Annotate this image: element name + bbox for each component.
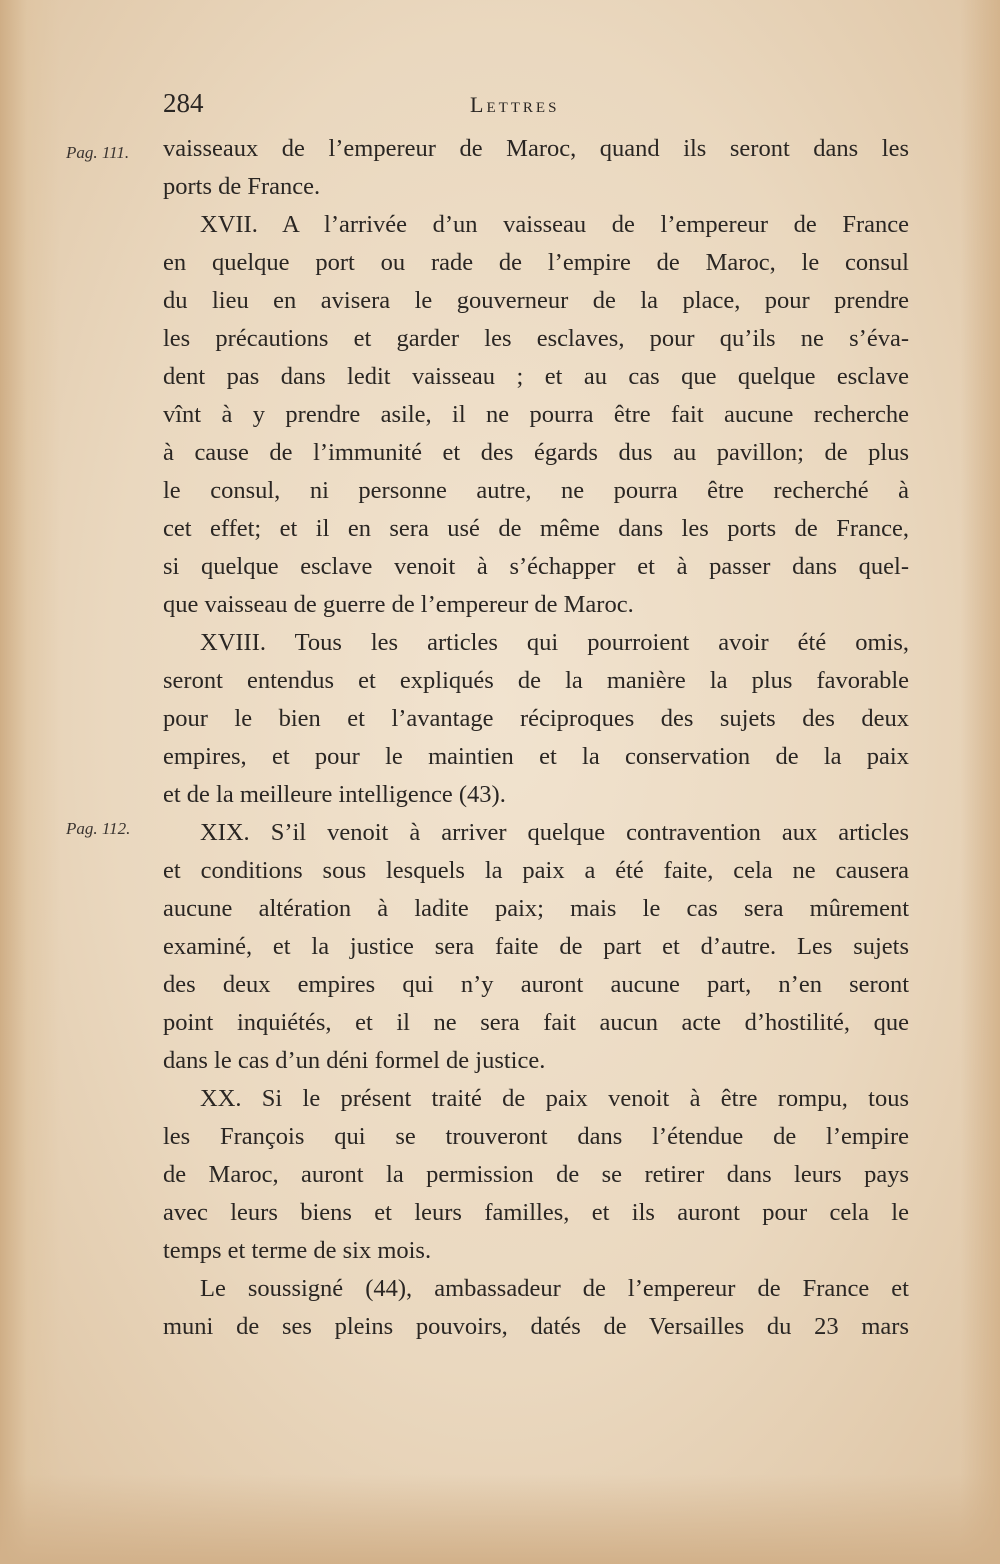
text-line: le consul, ni personne autre, ne pourra être recherché à [163,477,909,504]
text-line: les précautions et garder les esclaves, pour qu’ils ne s’éva- [163,325,909,352]
text-line: des deux empires qui n’y auront aucune part, n’en seront [163,971,909,998]
text-line: XIX. S’il venoit à arriver quelque contravention aux articles [200,819,909,846]
text-line: aucune altération à ladite paix; mais le cas sera mûrement [163,895,909,922]
text-line: pour le bien et l’avantage réciproques des sujets des deux [163,705,909,732]
text-line: avec leurs biens et leurs familles, et ils auront pour cela le [163,1199,909,1226]
text-line: et de la meilleure intelligence (43). [163,781,506,808]
text-line: XX. Si le présent traité de paix venoit à être rompu, tous [200,1085,909,1112]
text-line: temps et terme de six mois. [163,1237,432,1264]
text-line: cet effet; et il en sera usé de même dans les ports de France, [163,515,909,542]
text-line: muni de ses pleins pouvoirs, datés de Versailles du 23 mars [163,1313,909,1340]
page-edge-shadow-bottom [0,1474,1000,1564]
text-line: dans le cas d’un déni formel de justice. [163,1047,546,1074]
text-line: seront entendus et expliqués de la manière la plus favorable [163,667,909,694]
page-edge-shadow-right [960,0,1000,1564]
text-line: dent pas dans ledit vaisseau ; et au cas que quelque esclave [163,363,909,390]
text-line: et conditions sous lesquels la paix a été faite, cela ne causera [163,857,909,884]
text-line: Le soussigné (44), ambassadeur de l’empereur de France et [200,1275,909,1302]
margin-note-pag-112: Pag. 112. [66,819,131,838]
text-line: si quelque esclave venoit à s’échapper et à passer dans quel- [163,553,909,580]
text-line: XVII. A l’arrivée d’un vaisseau de l’empereur de France [200,211,909,238]
text-line: les François qui se trouveront dans l’étendue de l’empire [163,1123,909,1150]
page-edge-shadow-left [0,0,60,1564]
text-line: examiné, et la justice sera faite de part et d’autre. Les sujets [163,933,909,960]
margin-note-pag-111: Pag. 111. [66,143,130,162]
text-line: de Maroc, auront la permission de se retirer dans leurs pays [163,1161,909,1188]
text-line: vaisseaux de l’empereur de Maroc, quand ils seront dans les [163,135,909,162]
text-line: en quelque port ou rade de l’empire de Maroc, le consul [163,249,909,276]
text-line: du lieu en avisera le gouverneur de la place, pour prendre [163,287,909,314]
text-line: vînt à y prendre asile, il ne pourra être fait aucune recherche [163,401,909,428]
page-number: 284 [163,88,204,118]
text-line: que vaisseau de guerre de l’empereur de Maroc. [163,591,634,618]
text-line: ports de France. [163,173,321,200]
text-line: empires, et pour le maintien et la conservation de la paix [163,743,909,770]
page-header [0,88,1000,128]
text-line: à cause de l’immunité et des égards dus au pavillon; de plus [163,439,909,466]
text-line: point inquiétés, et il ne sera fait aucun acte d’hostilité, que [163,1009,909,1036]
text-line: XVIII. Tous les articles qui pourroient avoir été omis, [200,629,909,656]
running-title: Lettres [470,92,560,117]
